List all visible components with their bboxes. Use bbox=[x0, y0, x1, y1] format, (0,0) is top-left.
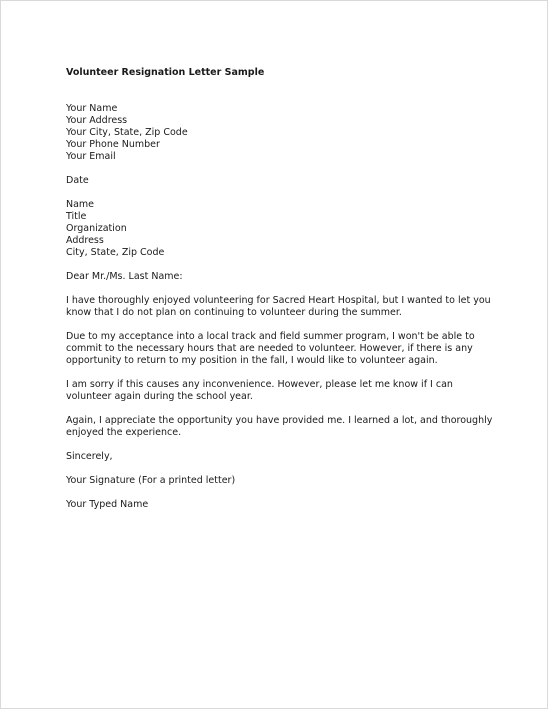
sender-email: Your Email bbox=[66, 151, 116, 162]
recipient-address: Address bbox=[66, 235, 104, 246]
recipient-title: Title bbox=[66, 211, 87, 222]
typed-name: Your Typed Name bbox=[66, 499, 149, 510]
recipient-city-state-zip: City, State, Zip Code bbox=[66, 247, 165, 258]
sender-address: Your Address bbox=[66, 115, 128, 126]
closing: Sincerely, bbox=[66, 451, 113, 462]
sender-city-state-zip: Your City, State, Zip Code bbox=[66, 127, 188, 138]
sender-address-block bbox=[66, 103, 496, 163]
signature-line: Your Signature (For a printed letter) bbox=[66, 475, 236, 486]
document-title: Volunteer Resignation Letter Sample bbox=[66, 67, 265, 78]
body-paragraph-3: I am sorry if this causes any inconvenience. However, please let me know if I can volunteer again during the school year. bbox=[66, 379, 453, 402]
sender-name: Your Name bbox=[66, 103, 118, 114]
sender-phone: Your Phone Number bbox=[66, 139, 160, 150]
recipient-name: Name bbox=[66, 199, 95, 210]
body-paragraph-2: Due to my acceptance into a local track and field summer program, I won't be able to commit to the necessary hours that are needed to volunteer. However, if there is any opportunity to return to my position in the fall, I would like to volunteer again. bbox=[66, 331, 475, 366]
date-line: Date bbox=[66, 175, 89, 186]
recipient-organization: Organization bbox=[66, 223, 127, 234]
body-paragraph-4: Again, I appreciate the opportunity you have provided me. I learned a lot, and thoroughly enjoyed the experience. bbox=[66, 415, 493, 438]
letter-body bbox=[66, 67, 496, 523]
body-paragraph-1: I have thoroughly enjoyed volunteering for Sacred Heart Hospital, but I wanted to let you know that I do not plan on continuing to volunteer during the summer. bbox=[66, 295, 491, 318]
recipient-address-block bbox=[66, 199, 496, 259]
salutation: Dear Mr./Ms. Last Name: bbox=[66, 271, 183, 282]
